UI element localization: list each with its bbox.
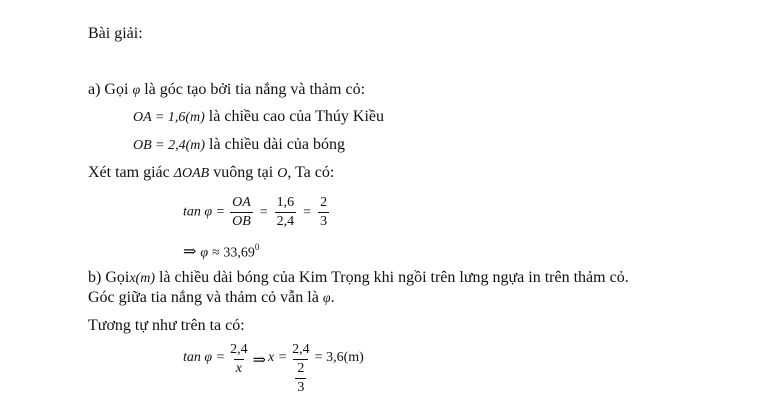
- fraction-denominator: 2,4: [276, 214, 295, 229]
- fraction-numerator: 2,4: [292, 342, 310, 357]
- degree-mark: 0: [254, 242, 260, 252]
- part-b-suffix: là chiều dài bóng của Kim Trọng khi ngồi trên lưng ngựa in trên thảm cỏ.: [158, 269, 629, 286]
- tan-lhs: tan φ =: [183, 204, 226, 220]
- part-a-suffix: là góc tạo bởi tia nắng và thảm cỏ:: [144, 81, 366, 98]
- oa-expression: OA = 1,6(m): [133, 110, 205, 125]
- tan-equation-b: [183, 341, 364, 397]
- inner-numerator: 2: [297, 361, 305, 376]
- phi-symbol: φ: [322, 291, 331, 306]
- equals-sign: =: [259, 204, 268, 220]
- heading: Bài giải:: [88, 25, 143, 42]
- fraction-numerator: 2,4: [230, 342, 248, 357]
- fraction-simplified: [318, 194, 329, 231]
- inner-fraction: [295, 360, 306, 397]
- part-b-line2-text: Góc giữa tia nắng và thảm cỏ vẫn là: [88, 289, 319, 306]
- phi-symbol: φ: [132, 83, 141, 98]
- tan-equation-a: [183, 194, 330, 231]
- triangle-name: ΔOAB: [173, 166, 210, 181]
- ob-description: là chiều dài của bóng: [209, 136, 345, 153]
- part-a-intro: [88, 80, 365, 101]
- phi-symbol: φ: [200, 245, 209, 261]
- part-b-prefix: b) Gọi: [88, 269, 130, 286]
- ob-expression: OB = 2,4(m): [133, 138, 206, 153]
- x-equals: x =: [268, 350, 288, 365]
- tan-lhs: tan φ =: [183, 350, 226, 365]
- fraction-numerator: 2: [320, 195, 328, 210]
- inner-denominator: 3: [297, 380, 305, 395]
- fraction-2-4-over-x: [228, 341, 250, 378]
- x-result: = 3,6(m): [314, 350, 364, 365]
- fraction-oa-ob: [230, 194, 253, 231]
- similar-line: Tương tự như trên ta có:: [88, 317, 245, 334]
- ob-line: [133, 135, 345, 156]
- phi-result: [183, 237, 259, 263]
- fraction-denominator: [293, 359, 308, 397]
- x-variable: x(m): [129, 271, 155, 286]
- triangle-suffix: , Ta có:: [287, 164, 335, 181]
- right-angle-vertex: O: [277, 166, 288, 181]
- triangle-mid: vuông tại: [213, 164, 274, 181]
- fraction-values: [275, 194, 297, 231]
- equals-sign: =: [303, 204, 312, 220]
- compound-fraction: [290, 341, 312, 397]
- triangle-line: [88, 163, 334, 184]
- fraction-denominator: 3: [320, 214, 328, 229]
- fraction-numerator: 1,6: [276, 195, 295, 210]
- phi-approx-value: ≈ 33,69: [212, 245, 255, 261]
- part-b-line1: [88, 268, 629, 289]
- implies-arrow: ⇒: [252, 352, 266, 369]
- oa-description: là chiều cao của Thúy Kiều: [208, 108, 384, 125]
- fraction-denominator: OB: [232, 214, 251, 229]
- fraction-denominator: x: [235, 361, 242, 376]
- period: .: [330, 289, 335, 306]
- implies-arrow: ⇒: [183, 243, 197, 261]
- fraction-numerator: OA: [232, 195, 251, 210]
- oa-line: [133, 107, 384, 128]
- part-b-line2: [88, 288, 335, 309]
- triangle-prefix: Xét tam giác: [88, 164, 170, 181]
- part-a-prefix: a) Gọi: [88, 81, 129, 98]
